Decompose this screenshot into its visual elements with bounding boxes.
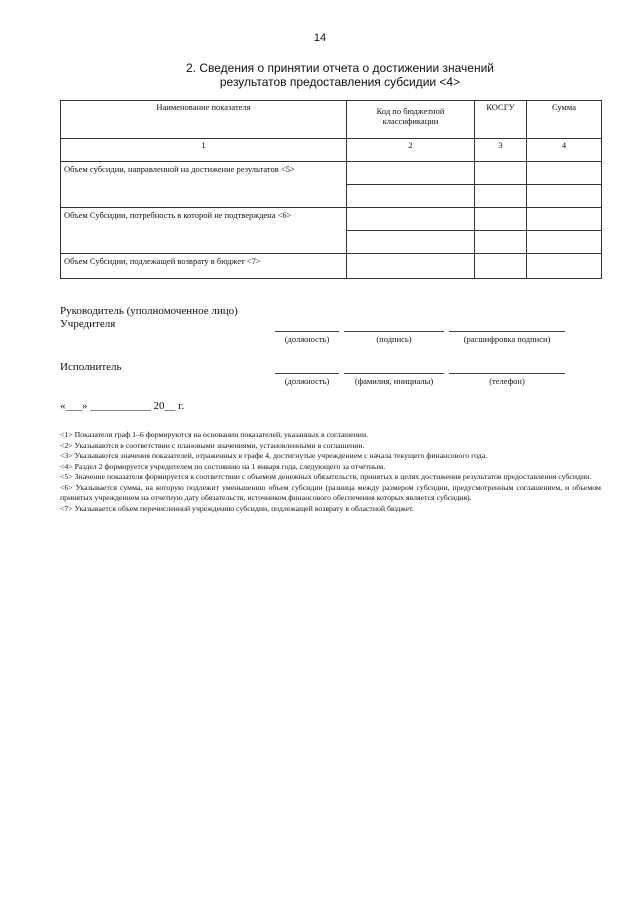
column-number: 2 — [347, 139, 475, 162]
header-budget-code: Код по бюджетной классификации — [347, 101, 475, 139]
column-number: 4 — [527, 139, 602, 162]
signature-line — [344, 331, 444, 332]
column-number-row — [61, 139, 602, 162]
sum-cell — [527, 208, 602, 231]
footnote: <7> Указывается объем перечисленной учреждению субсидии, подлежащей возврату в областной бюджет. — [60, 503, 414, 513]
footnote: <3> Указываются значения показателей, отраженных в графе 4, достигнутые учреждением с начала текущего финансового года. — [60, 451, 488, 460]
column-number: 1 — [61, 139, 347, 162]
table-row — [61, 162, 602, 185]
indicator-name: Объем Субсидии, подлежащей возврату в бюджет <7> — [61, 254, 347, 279]
table-row — [61, 254, 602, 279]
kosgu-cell — [475, 254, 527, 279]
sum-cell — [527, 162, 602, 185]
budget-code-cell — [347, 254, 475, 279]
head-caption-decoding: (расшифровка подписи) — [463, 334, 551, 344]
kosgu-cell — [475, 185, 527, 208]
subsidy-report-table — [60, 100, 602, 279]
signature-line — [275, 331, 339, 332]
kosgu-cell — [475, 231, 527, 254]
footnote: <2> Указываются в соответствии с плановыми значениями, установленными в соглашении. — [60, 440, 365, 450]
sum-cell — [527, 185, 602, 208]
head-label-line2: Учредителя — [60, 318, 116, 330]
footnote: <4> Раздел 2 формируется учредителем по состоянию на 1 января года, следующего за отчетным. — [60, 461, 386, 471]
footnote: <1> Показатели граф 1–6 формируются на основании показателей, указанных в соглашении. — [60, 430, 369, 439]
footnote: <6> Указывается сумма, на которую подлежит уменьшению объем субсидии (разница между размером субсидии, предусмотренным соглашением, и объемом принятых учреждением на отчетную дату обязательств, источником финансового обеспечения которых является субсидия). — [60, 482, 601, 502]
footnotes — [60, 430, 601, 514]
header-sum: Сумма — [527, 101, 602, 139]
budget-code-cell — [347, 208, 475, 231]
signature-line — [344, 373, 444, 374]
executor-label: Исполнитель — [60, 361, 122, 373]
head-label-line1: Руководитель (уполномоченное лицо) — [60, 305, 238, 317]
budget-code-cell — [347, 162, 475, 185]
budget-code-cell — [347, 231, 475, 254]
date-line: «___» ___________ 20__ г. — [60, 400, 185, 412]
head-caption-signature: (подпись) — [376, 334, 412, 344]
column-number: 3 — [475, 139, 527, 162]
head-signature-label — [60, 305, 238, 331]
kosgu-cell — [475, 208, 527, 231]
header-indicator-name: Наименование показателя — [61, 101, 347, 139]
section-title-line1: 2. Сведения о принятии отчета о достижении значений — [186, 61, 494, 75]
kosgu-cell — [475, 162, 527, 185]
executor-caption-position: (должность) — [284, 376, 330, 386]
indicator-name: Объем субсидии, направленной на достижение результатов <5> — [61, 162, 347, 208]
sum-cell — [527, 254, 602, 279]
signature-line — [449, 331, 565, 332]
page-number: 14 — [313, 32, 327, 44]
indicator-name: Объем Субсидии, потребность в которой не подтверждена <6> — [61, 208, 347, 254]
table-row — [61, 208, 602, 231]
header-kosgu: КОСГУ — [475, 101, 527, 139]
executor-caption-name: (фамилия, инициалы) — [354, 376, 434, 386]
budget-code-cell — [347, 185, 475, 208]
executor-caption-phone: (телефон) — [489, 376, 525, 386]
signature-line — [275, 373, 339, 374]
signature-line — [449, 373, 565, 374]
section-title — [150, 61, 530, 89]
footnote: <5> Значение показателя формируется в соответствии с объемом денежных обязательств, принятых в целях достижения результатов предоставления субсидии. — [60, 472, 592, 481]
sum-cell — [527, 231, 602, 254]
table-header-row — [61, 101, 602, 139]
head-caption-position: (должность) — [284, 334, 330, 344]
section-title-line2: результатов предоставления субсидии <4> — [219, 75, 461, 89]
